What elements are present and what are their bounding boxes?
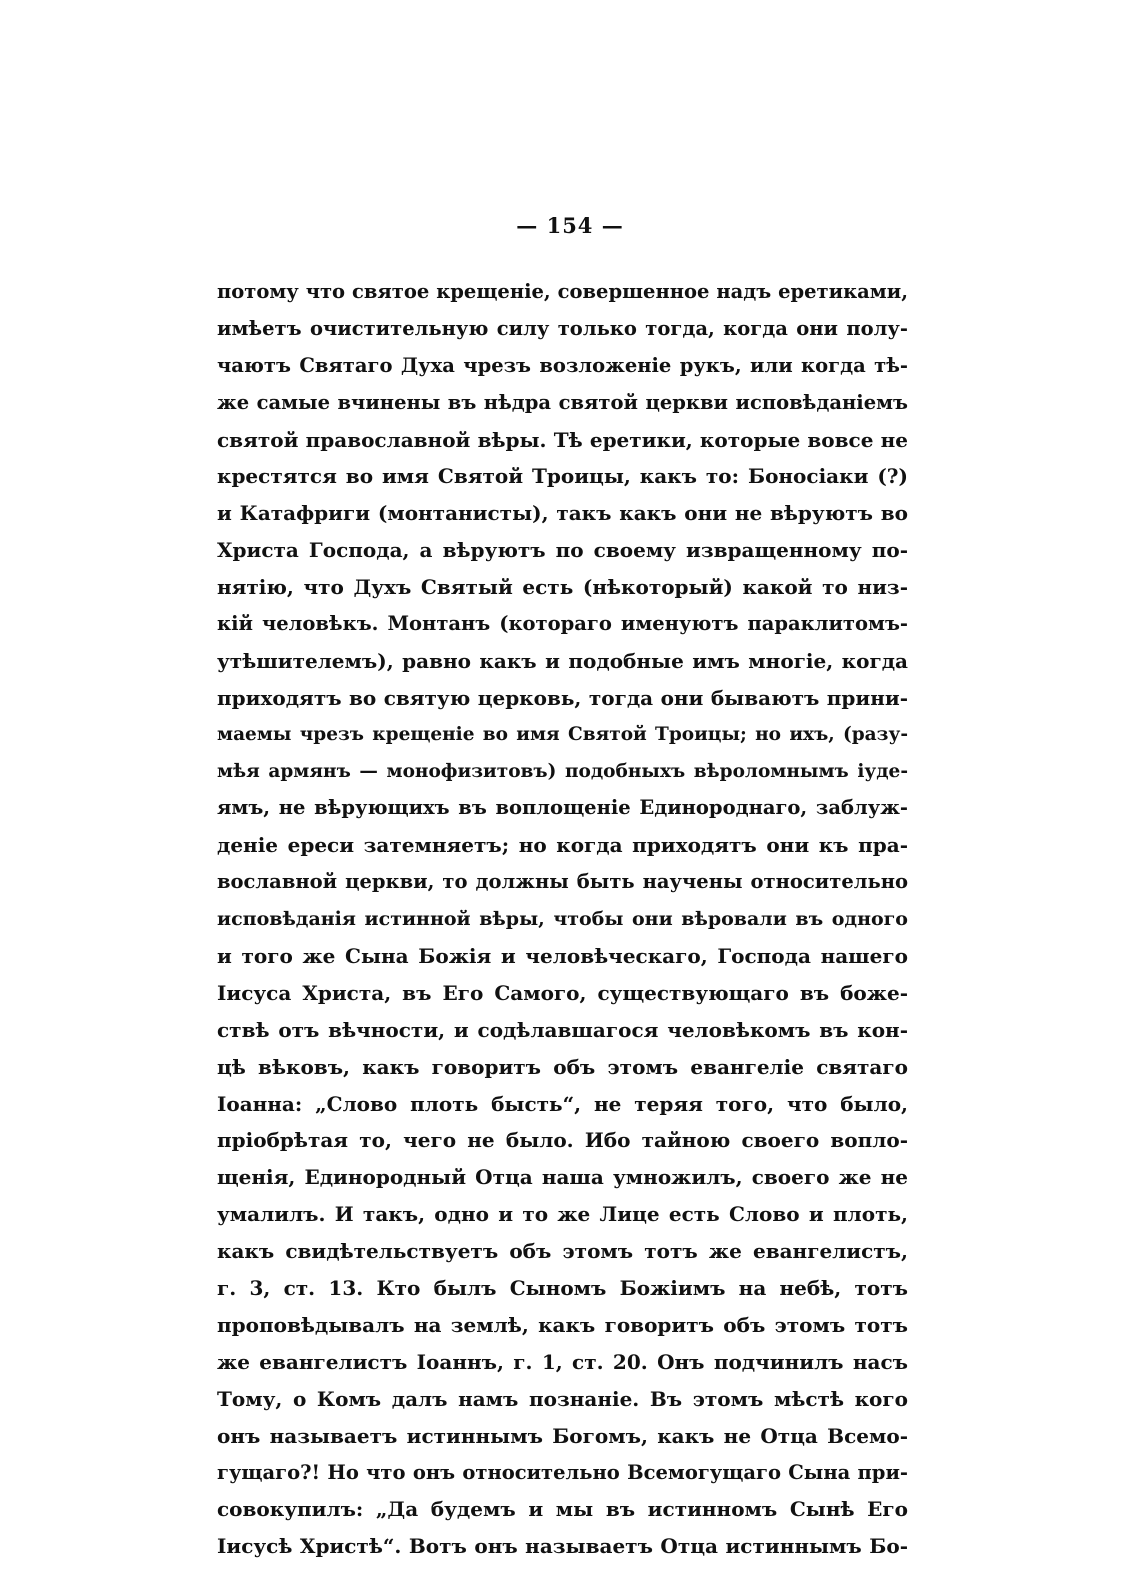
text-line: крестятся во имя Святой Троицы, какъ то: Боносіаки (?) (217, 464, 908, 489)
text-line: потому что святое крещеніе, совершенное надъ еретиками, (217, 280, 908, 303)
text-line: онъ называетъ истиннымъ Богомъ, какъ не Отца Всемо- (217, 1423, 908, 1448)
text-line: какъ свидѣтельствуетъ объ этомъ тотъ же евангелистъ, (217, 1239, 908, 1264)
text-line: кій человѣкъ. Монтанъ (котораго именуютъ параклитомъ- (217, 612, 908, 636)
text-line: г. 3, ст. 13. Кто былъ Сыномъ Божіимъ на небѣ, тотъ (217, 1276, 908, 1301)
text-line: ямъ, не вѣрующихъ въ воплощеніе Единороднаго, заблуж- (217, 796, 908, 820)
text-line: цѣ вѣковъ, какъ говоритъ объ этомъ евангеліе святаго (217, 1054, 908, 1079)
text-line: Іисуса Христа, въ Его Самого, существующаго въ боже- (217, 980, 908, 1005)
text-line: чаютъ Святаго Духа чрезъ возложеніе рукъ, или когда тѣ- (217, 353, 908, 377)
text-line: Іисусѣ Христѣ“. Вотъ онъ называетъ Отца истиннымъ Бо- (217, 1534, 908, 1559)
text-line: умалилъ. И такъ, одно и то же Лице есть Слово и плоть, (217, 1202, 908, 1227)
text-line: святой православной вѣры. Тѣ еретики, которые вовсе не (217, 427, 908, 452)
text-line: деніе ереси затемняетъ; но когда приходятъ они къ пра- (217, 833, 908, 858)
page-number: — 154 — (516, 213, 624, 238)
text-line: же самые вчинены въ нѣдра святой церкви исповѣданіемъ (217, 390, 908, 414)
text-line: утѣшителемъ), равно какъ и подобные имъ многіе, когда (217, 648, 908, 673)
text-line: и Катафриги (монтанисты), такъ какъ они не вѣруютъ во (217, 501, 908, 526)
text-line: мѣя армянъ — монофизитовъ) подобныхъ вѣроломнымъ іуде- (217, 760, 908, 782)
text-line: Тому, о Комъ далъ намъ познаніе. Въ этомъ мѣстѣ кого (217, 1386, 908, 1411)
text-line: щенія, Единородный Отца наша умножилъ, своего же не (217, 1165, 908, 1190)
text-line: приходятъ во святую церковь, тогда они бываютъ прини- (217, 685, 908, 710)
body-text (217, 274, 908, 1565)
text-line: Христа Господа, а вѣруютъ по своему извращенному по- (217, 538, 908, 563)
text-line: гущаго?! Но что онъ относительно Всемогущаго Сына при- (217, 1460, 908, 1484)
text-line: ствѣ отъ вѣчности, и содѣлавшагося человѣкомъ въ кон- (217, 1017, 908, 1042)
text-line: и того же Сына Божія и человѣческаго, Господа нашего (217, 944, 908, 969)
text-line: пріобрѣтая то, чего не было. Ибо тайною своего вопло- (217, 1128, 908, 1153)
text-line: имѣетъ очистительную силу только тогда, когда они полу- (217, 316, 908, 340)
text-line: совокупилъ: „Да будемъ и мы въ истинномъ Сынѣ Его (217, 1497, 908, 1522)
text-line: Іоанна: „Слово плоть бысть“, не теряя того, что было, (217, 1091, 908, 1116)
text-line: проповѣдывалъ на землѣ, какъ говоритъ объ этомъ тотъ (217, 1312, 908, 1337)
text-line: исповѣданія истинной вѣры, чтобы они вѣровали въ одного (217, 908, 908, 931)
text-line: нятію, что Духъ Святый есть (нѣкоторый) какой то низ- (217, 575, 908, 600)
text-line: маемы чрезъ крещеніе во имя Святой Троицы; но ихъ, (разу- (217, 723, 908, 745)
text-line: же евангелистъ Іоаннъ, г. 1, ст. 20. Онъ подчинилъ насъ (217, 1349, 908, 1374)
text-line: вославной церкви, то должны быть научены относительно (217, 870, 908, 894)
